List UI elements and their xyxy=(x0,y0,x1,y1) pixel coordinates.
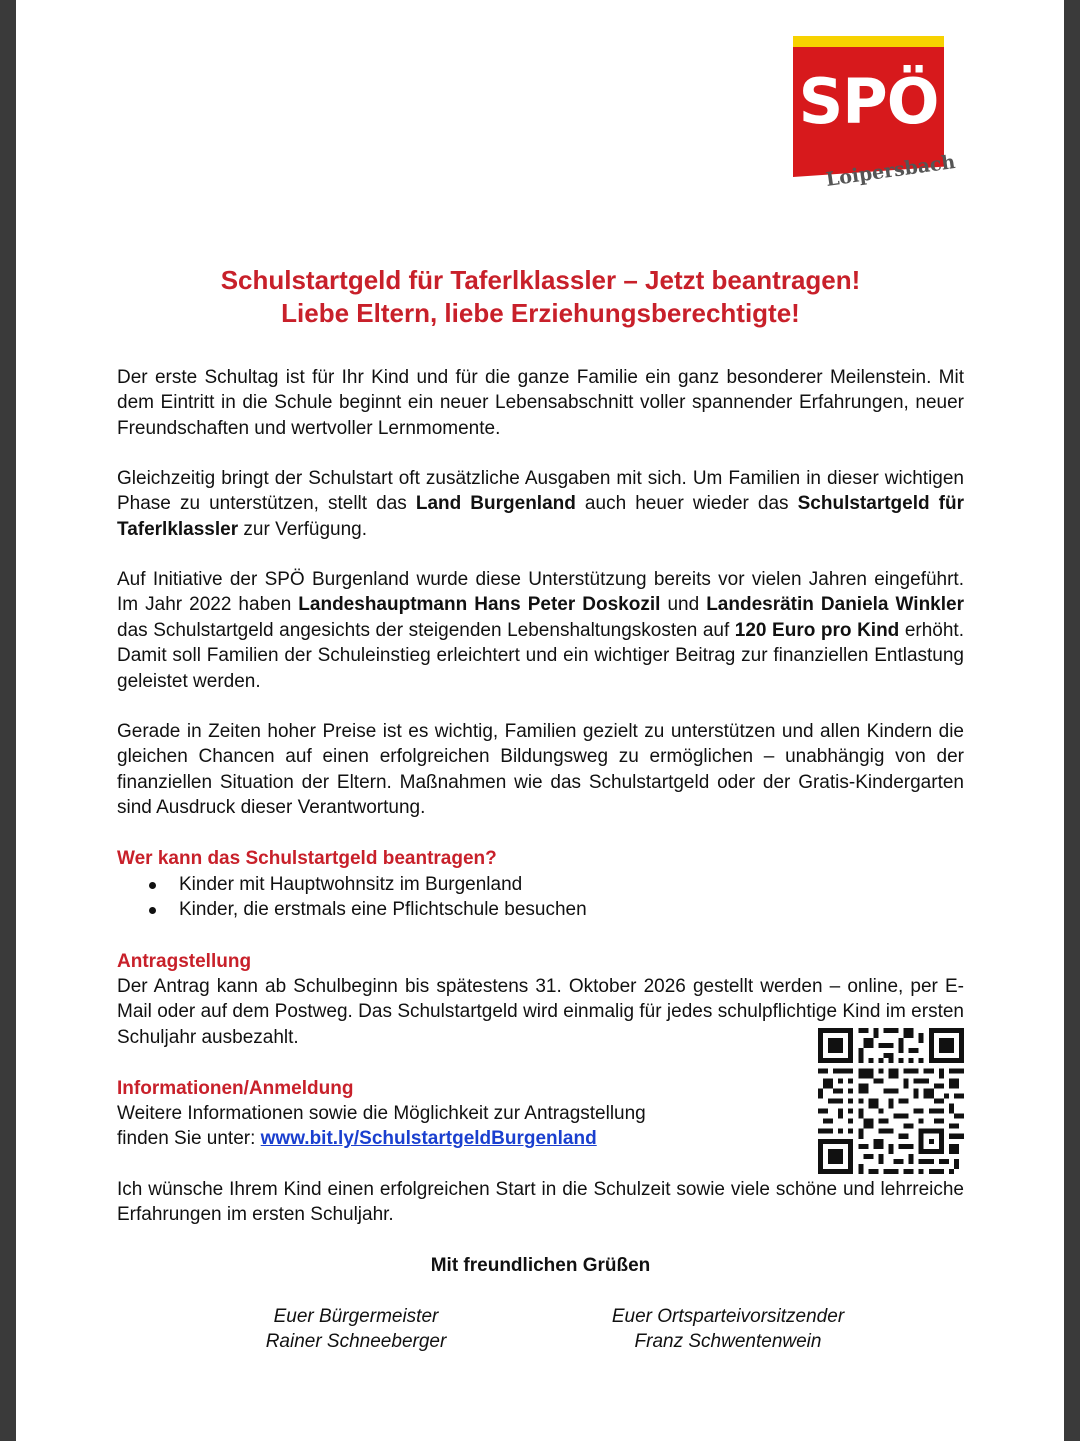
text-span: zur Verfügung. xyxy=(238,518,367,540)
text-span: erhöht. Damit soll Familien der Schuleinstieg erleichtert und ein wichtiger Beitrag zur finanziellen Entlastung geleistet werden. xyxy=(117,619,964,692)
info-text xyxy=(117,1101,807,1152)
qr-code-icon[interactable] xyxy=(818,1028,964,1174)
info-line-2: finden Sie unter: xyxy=(117,1128,261,1150)
bullet-icon xyxy=(149,907,156,914)
text-span: auch heuer wieder das xyxy=(575,493,798,515)
bullet-icon xyxy=(149,882,156,889)
info-link[interactable]: www.bit.ly/SchulstartgeldBurgenland xyxy=(260,1128,597,1150)
text-span: das Schulstartgeld angesichts der steigenden Lebenshaltungskosten auf xyxy=(117,619,735,641)
closing-greeting: Mit freundlichen Grüßen xyxy=(430,1255,651,1276)
closing-wish: Ich wünsche Ihrem Kind einen erfolgreichen Start in die Schulzeit sowie viele schöne und lehrreiche Erfahrungen im ersten Schuljahr. xyxy=(117,1179,964,1226)
bold-schulstartgeld: Schulstartgeld für Taferlklassler xyxy=(117,493,964,540)
logo-location-text: Loipersbach xyxy=(824,150,957,191)
signature-role: Euer Bürgermeister xyxy=(273,1306,439,1327)
spoe-logo xyxy=(790,36,957,206)
eligibility-list xyxy=(117,872,587,923)
info-title: Informationen/Anmeldung xyxy=(117,1078,354,1099)
bold-amount: 120 Euro pro Kind xyxy=(734,619,900,641)
signature-role: Euer Ortsparteivorsitzender xyxy=(611,1306,845,1327)
page-title: Schulstartgeld für Taferlklassler – Jetzt beantragen! xyxy=(220,265,861,295)
page-edge-left xyxy=(0,0,16,1441)
logo-yellow-stripe xyxy=(793,36,944,47)
bold-land-burgenland: Land Burgenland xyxy=(415,493,576,515)
intro-paragraph-4: Gerade in Zeiten hoher Preise ist es wichtig, Familien gezielt zu unterstützen und allen Kindern die gleichen Chancen auf einen erfolgreichen Bildungsweg zu ermöglichen – unabhängig von der finanziellen Situation der Eltern. Maßnahmen wie das Schulstartgeld oder der Gratis-Kindergarten sind Ausdruck dieser Verantwortung. xyxy=(117,721,964,819)
intro-paragraph-2 xyxy=(117,466,964,542)
text-span: Gleichzeitig bringt der Schulstart oft zusätzliche Ausgaben mit sich. Um Familien in dieser wichtigen Phase zu unterstützen, stellt das xyxy=(117,468,964,515)
text-span: Auf Initiative der SPÖ Burgenland wurde diese Unterstützung bereits vor vielen Jahren eingeführt. Im Jahr 2022 haben xyxy=(117,569,964,616)
intro-paragraph-3 xyxy=(117,567,964,694)
page-subtitle-greeting: Liebe Eltern, liebe Erziehungsberechtigte! xyxy=(281,298,800,328)
page-edge-right xyxy=(1064,0,1080,1441)
signature-mayor xyxy=(196,1304,516,1355)
signature-name: Franz Schwentenwein xyxy=(634,1331,822,1353)
list-item-text: Kinder mit Hauptwohnsitz im Burgenland xyxy=(179,874,523,895)
info-line-1: Weitere Informationen sowie die Möglichkeit zur Antragstellung xyxy=(117,1103,646,1124)
list-item xyxy=(117,897,587,922)
application-text: Der Antrag kann ab Schulbeginn bis spätestens 31. Oktober 2026 gestellt werden – online, per E-Mail oder auf dem Postweg. Das Schulstartgeld wird einmalig für jedes schulpflichtige Kind im ersten Schuljahr ausbezahlt. xyxy=(117,976,964,1048)
bold-landeshauptmann: Landeshauptmann Hans Peter Doskozil xyxy=(298,594,661,616)
intro-paragraph-1: Der erste Schultag ist für Ihr Kind und für die ganze Familie ein ganz besonderer Meilenstein. Mit dem Eintritt in die Schule beginnt ein neuer Lebensabschnitt voller spannender Erfahrungen, neuer Freundschaften und wertvoller Lernmomente. xyxy=(117,367,964,439)
signature-name: Rainer Schneeberger xyxy=(265,1331,447,1353)
logo-brand-text: SPÖ xyxy=(798,65,939,138)
signature-party-chair xyxy=(568,1304,888,1355)
list-item-text: Kinder, die erstmals eine Pflichtschule besuchen xyxy=(179,899,587,921)
eligibility-title: Wer kann das Schulstartgeld beantragen? xyxy=(117,848,497,869)
list-item xyxy=(117,872,587,897)
text-span: und xyxy=(660,594,707,616)
application-title: Antragstellung xyxy=(117,951,252,972)
bold-landesraetin: Landesrätin Daniela Winkler xyxy=(706,594,964,616)
